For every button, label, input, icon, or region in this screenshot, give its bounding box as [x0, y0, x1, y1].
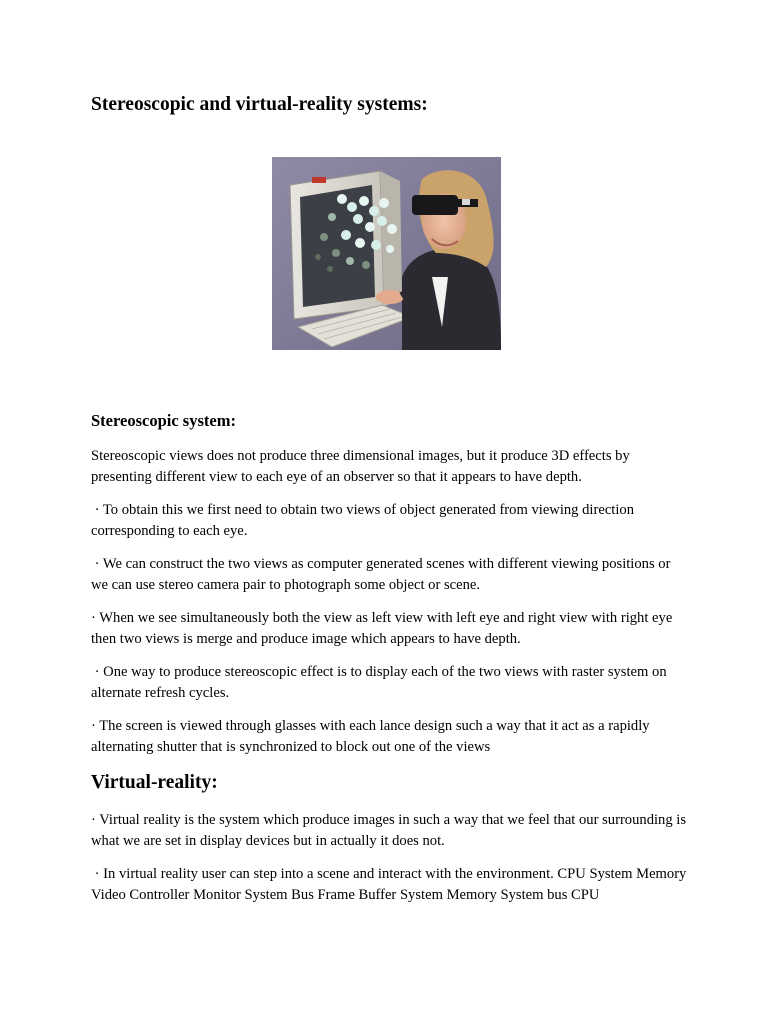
virtual-reality-heading: Virtual-reality:: [91, 772, 218, 793]
paragraph-two-views: · To obtain this we first need to obtain two views of object generated from viewing direction corresponding to each eye.: [91, 502, 634, 539]
document-title: Stereoscopic and virtual-reality systems:: [91, 94, 428, 115]
paragraph-construct-views: · We can construct the two views as computer generated scenes with different viewing positions or we can use stereo camera pair to photograph some object or scene.: [91, 556, 671, 593]
paragraph-vr-definition: · Virtual reality is the system which produce images in such a way that we feel that our surrounding is what we are set in display devices but in actually it does not.: [91, 812, 687, 849]
paragraph-shutter-glasses: · The screen is viewed through glasses with each lance design such a way that it act as a rapidly alternating shutter that is synchronized to block out one of the views: [91, 718, 650, 755]
paragraph-vr-interaction: · In virtual reality user can step into a scene and interact with the environment. CPU System Memory Video Controller Monitor System Bus Frame Buffer System Memory System bus CPU: [91, 866, 687, 903]
paragraph-refresh-cycles: · One way to produce stereoscopic effect is to display each of the two views with raster system on alternate refresh cycles.: [91, 664, 667, 701]
paragraph-stereoscopic-intro: Stereoscopic views does not produce three dimensional images, but it produce 3D effects by presenting different view to each eye of an observer so that it appears to have depth.: [91, 448, 630, 485]
stereoscopic-heading: Stereoscopic system:: [91, 411, 236, 430]
vr-headset-user-image: [272, 157, 501, 350]
paragraph-merge-views: · When we see simultaneously both the view as left view with left eye and right view with right eye then two views is merge and produce image which appears to have depth.: [91, 610, 673, 647]
